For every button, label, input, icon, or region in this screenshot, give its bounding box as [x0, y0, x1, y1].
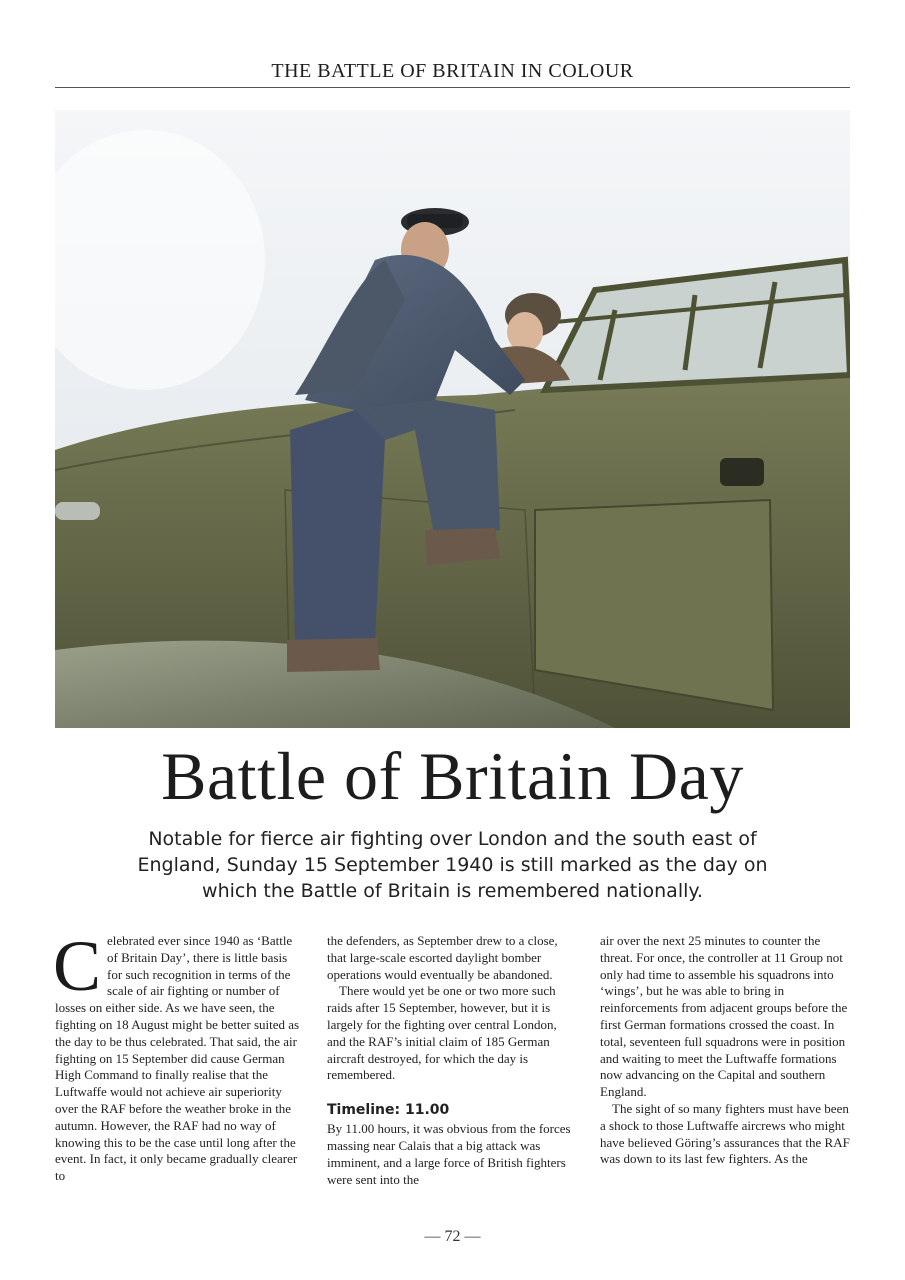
paragraph: There would yet be one or two more such raids after 15 September, however, but it is largely for the fighting over central London, and the RAF’s initial claim of 185 German aircraft destroyed, for which the day is remembered.: [327, 983, 557, 1083]
article-title: Battle of Britain Day: [161, 738, 744, 814]
paragraph-text: elebrated ever since 1940 as ‘Battle of Britain Day’, there is little basis for such recognition in terms of the scale of air fighting or number of losses on either side. As we have seen, the fighting on 18 August might be better suited as the day to be thus celebrated. That said, the air fighting on 15 September did cause German High Command to finally realise that the Luftwaffe would not achieve air superiority over the RAF before the weather broke in the autumn. However, the RAF had no way of knowing this to be the case until long after the event. In fact, it only became gradually clearer to: [55, 933, 300, 1184]
paragraph: The sight of so many fighters must have been a shock to those Luftwaffe aircrews who might have believed Göring’s assurances that the RAF was down to its last few fighters. As the: [600, 1100, 850, 1167]
paragraph: By 11.00 hours, it was obvious from the forces massing near Calais that a big attack was imminent, and a large force of British fighters were sent into the: [327, 1121, 571, 1187]
body-column-2: [327, 933, 577, 1188]
body-column-3: [600, 933, 850, 1168]
paragraph: air over the next 25 minutes to counter the threat. For once, the controller at 11 Group not only had time to assemble his squadrons into ‘wings’, but he was able to bring in reinforcements from adjacent groups before the first German formations crossed the coast. In total, seventeen full squadrons were in position and waiting to meet the Luftwaffe formations now advancing on the Capital and southern England.: [600, 933, 848, 1100]
header-rule: [55, 87, 850, 88]
paragraph: the defenders, as September drew to a close, that large-scale escorted daylight bomber operations would eventually be abandoned.: [327, 933, 558, 982]
timeline-subhead: Timeline: 11.00: [327, 1102, 450, 1119]
dropcap: C: [53, 926, 102, 1006]
article-standfirst: Notable for fierce air fighting over London and the south east of England, Sunday 15 September 1940 is still marked as the day on which the Battle of Britain is remembered nationally.: [137, 828, 768, 902]
hurricane-cockpit-photo: [55, 110, 850, 728]
page-number: — 72 —: [424, 1228, 481, 1245]
paragraph: [53, 926, 305, 1185]
running-head: THE BATTLE OF BRITAIN IN COLOUR: [271, 60, 634, 82]
body-column-1: [53, 926, 305, 1185]
